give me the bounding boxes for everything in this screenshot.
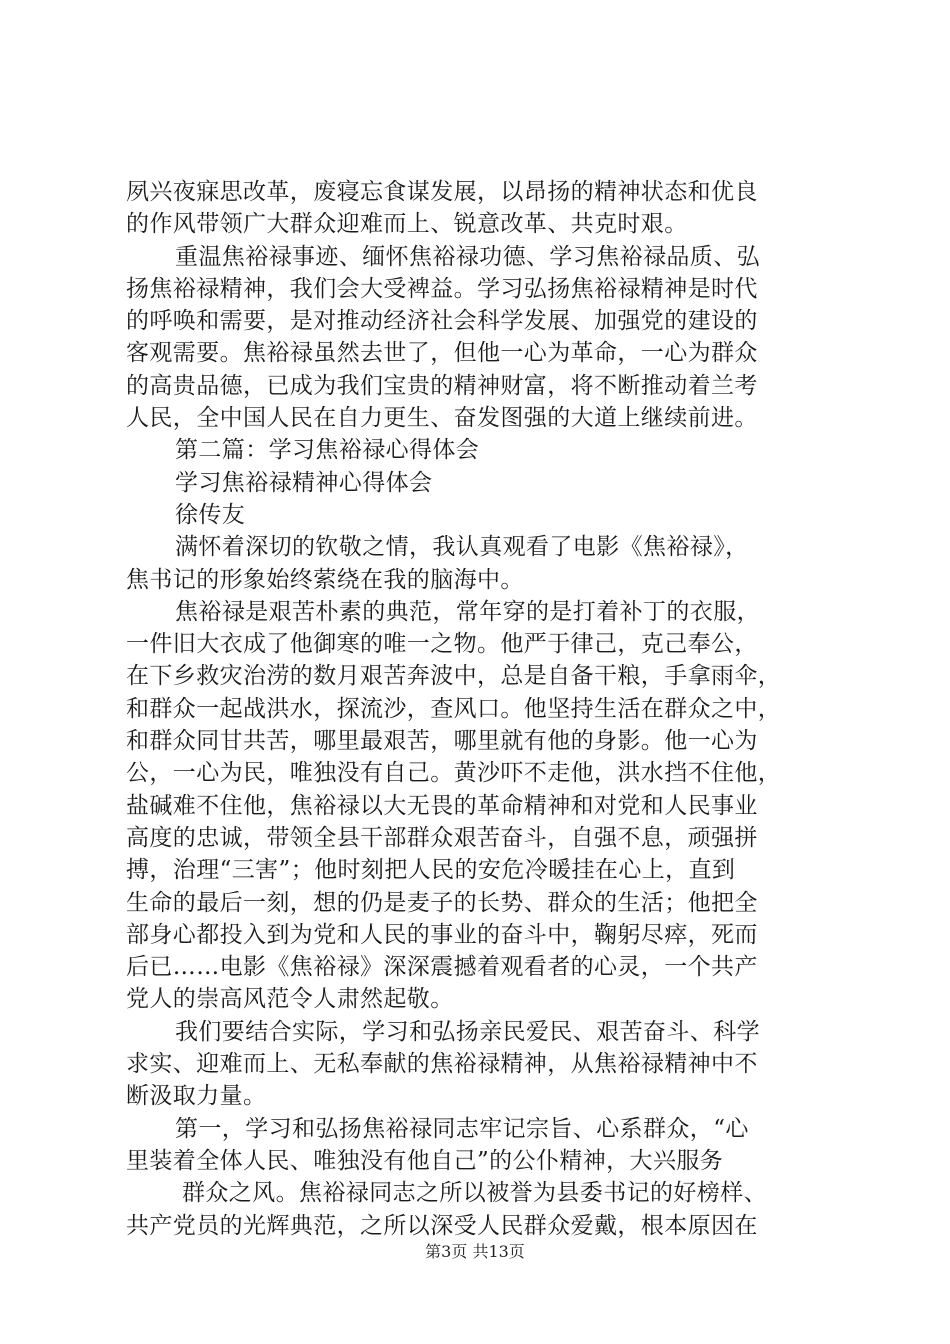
- text-line: 重温焦裕禄事迹、缅怀焦裕禄功德、学习焦裕禄品质、弘: [175, 243, 760, 270]
- text-line: 扬焦裕禄精神，我们会大受裨益。学习弘扬焦裕禄精神是时代: [126, 275, 758, 302]
- text-line: 求实、迎难而上、无私奉献的焦裕禄精神，从焦裕禄精神中不: [126, 1051, 758, 1078]
- text-line: 的作风带领广大群众迎难而上、锐意改革、共克时艰。: [126, 211, 688, 238]
- text-line: 搏，治理“三害”；他时刻把人民的安危冷暖挂在心上，直到: [126, 857, 736, 884]
- text-line: 焦裕禄是艰苦朴素的典范，常年穿的是打着补丁的衣服，: [175, 598, 760, 625]
- text-line: 第一，学习和弘扬焦裕禄同志牢记宗旨、心系群众，“心: [175, 1115, 749, 1142]
- text-line: 的高贵品德，已成为我们宝贵的精神财富，将不断推动着兰考: [126, 372, 758, 399]
- text-line: 我们要结合实际，学习和弘扬亲民爱民、艰苦奋斗、科学: [175, 1018, 760, 1045]
- text-line: 人民，全中国人民在自力更生、奋发图强的大道上继续前进。: [126, 405, 758, 432]
- text-line: 党人的崇高风范令人肃然起敬。: [126, 986, 454, 1013]
- text-line: 徐传友: [175, 501, 246, 528]
- text-line: 的呼唤和需要，是对推动经济社会科学发展、加强党的建设的: [126, 308, 758, 335]
- text-line: 满怀着深切的钦敬之情，我认真观看了电影《焦裕禄》，: [175, 534, 749, 561]
- text-line: 和群众同甘共苦，哪里最艰苦，哪里就有他的身影。他一心为: [126, 728, 758, 755]
- text-line: 部身心都投入到为党和人民的事业的奋斗中，鞠躬尽瘁，死而: [126, 921, 758, 948]
- document-body: [126, 176, 836, 1242]
- text-line: 共产党员的光辉典范，之所以深受人民群众爱戴，根本原因在: [126, 1212, 758, 1239]
- text-line: 断汲取力量。: [126, 1083, 267, 1110]
- text-line: 群众之风。焦裕禄同志之所以被誉为县委书记的好榜样、: [182, 1180, 767, 1207]
- text-line: 焦书记的形象始终萦绕在我的脑海中。: [126, 566, 524, 593]
- text-line: 夙兴夜寐思改革，废寝忘食谋发展，以昂扬的精神状态和优良: [126, 179, 758, 205]
- text-line: 盐碱难不住他，焦裕禄以大无畏的革命精神和对党和人民事业: [126, 792, 758, 819]
- text-line: 在下乡救灾治涝的数月艰苦奔波中，总是自备干粮，手拿雨伞，: [126, 663, 782, 690]
- text-line: 高度的忠诚，带领全县干部群众艰苦奋斗，自强不息，顽强拼: [126, 824, 758, 851]
- text-line: 生命的最后一刻，想的仍是麦子的长势、群众的生活；他把全: [126, 889, 758, 916]
- text-line: 后已……电影《焦裕禄》深深震撼着观看者的心灵，一个共产: [126, 954, 758, 981]
- text-line: 里装着全体人民、唯独没有他自己”的公仆精神，大兴服务: [126, 1147, 724, 1174]
- text-line: 第二篇：学习焦裕禄心得体会: [175, 437, 480, 464]
- text-line: 公，一心为民，唯独没有自己。黄沙吓不走他，洪水挡不住他，: [126, 760, 782, 787]
- text-line: 客观需要。焦裕禄虽然去世了，但他一心为革命，一心为群众: [126, 340, 758, 367]
- text-line: 学习焦裕禄精神心得体会: [175, 469, 433, 496]
- page-footer: 第3页 共13页: [425, 1242, 525, 1261]
- text-line: 和群众一起战洪水，探流沙，查风口。他坚持生活在群众之中，: [126, 695, 782, 722]
- text-line: 一件旧大衣成了他御寒的唯一之物。他严于律己，克己奉公，: [126, 631, 758, 658]
